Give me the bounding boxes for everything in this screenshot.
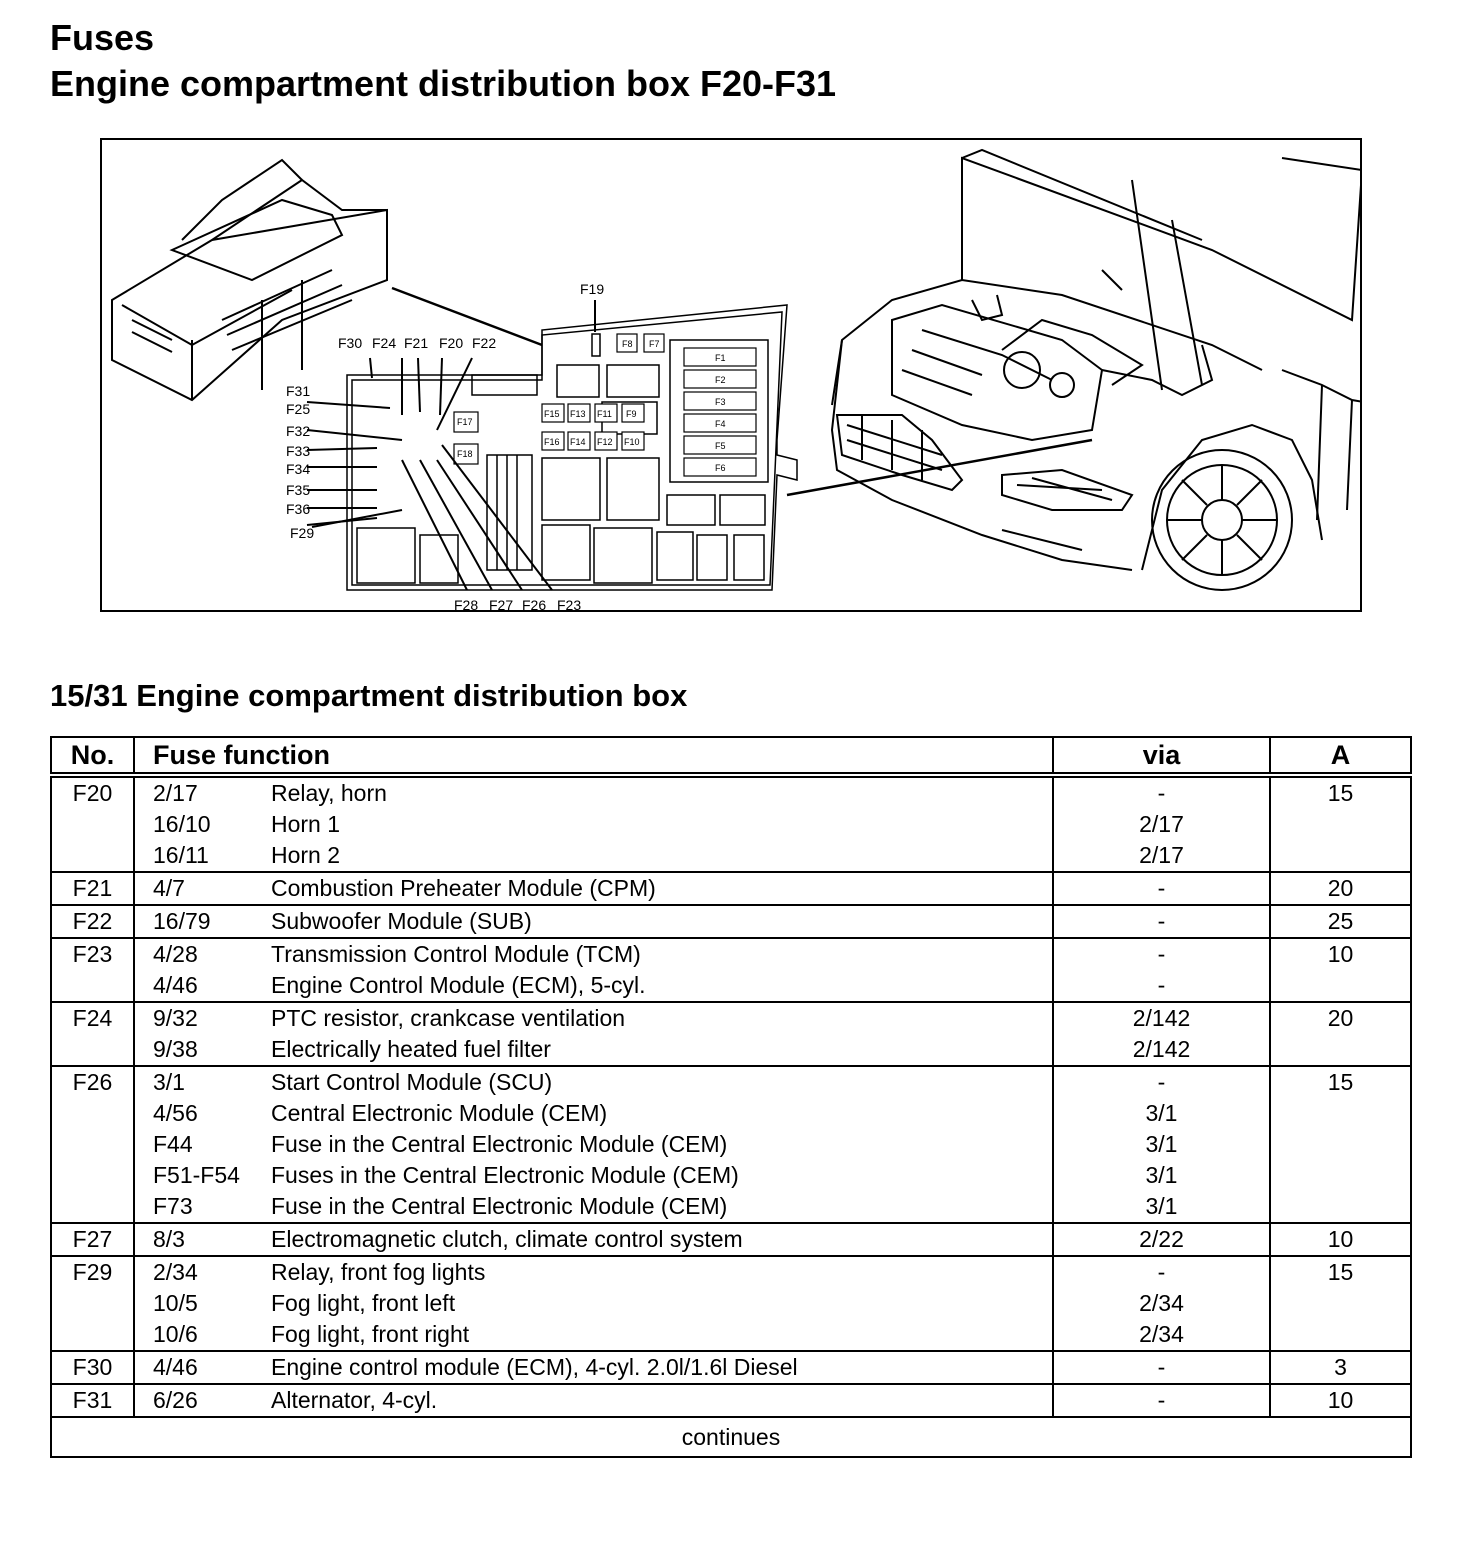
function-line xyxy=(153,1034,1052,1065)
via-value: 2/34 xyxy=(1139,1321,1184,1347)
fuse-number xyxy=(51,775,134,872)
fuse-box-diagram xyxy=(100,138,1362,612)
component-description: Horn 1 xyxy=(271,811,341,837)
component-code: F51-F54 xyxy=(153,1162,240,1188)
fuse-number xyxy=(51,1384,134,1417)
fuse-via xyxy=(1053,1256,1270,1351)
fuse-amperage xyxy=(1270,938,1411,1002)
amperage-text: 20 xyxy=(1327,875,1354,901)
via-value: - xyxy=(1157,1259,1166,1285)
amperage-text: 15 xyxy=(1327,1069,1354,1095)
callout-label: F22 xyxy=(472,335,497,351)
via-value: - xyxy=(1157,908,1166,934)
callout-label: F36 xyxy=(286,501,311,517)
callout-label: F19 xyxy=(580,281,605,297)
via-value: 2/142 xyxy=(1132,1036,1191,1062)
fuse-function xyxy=(134,1002,1053,1066)
function-line xyxy=(153,1319,1052,1350)
page-title: Fuses xyxy=(50,17,155,58)
component-description: Combustion Preheater Module (CPM) xyxy=(271,875,656,901)
via-value: 3/1 xyxy=(1145,1193,1178,1219)
amperage-text: 10 xyxy=(1327,941,1354,967)
fuse-label: F6 xyxy=(715,463,726,473)
component-description: Central Electronic Module (CEM) xyxy=(271,1100,608,1126)
fuse-function xyxy=(134,872,1053,905)
via-value: 2/34 xyxy=(1139,1290,1184,1316)
section-title: 15/31 Engine compartment distribution box xyxy=(50,678,688,713)
fuse-label: F4 xyxy=(715,419,726,429)
component-code: 4/46 xyxy=(153,1354,198,1380)
fuse-function xyxy=(134,905,1053,938)
fuse-via xyxy=(1053,1384,1270,1417)
table-row xyxy=(51,1351,1411,1384)
component-description: Relay, front fog lights xyxy=(271,1259,486,1285)
fuse-amperage xyxy=(1270,775,1411,872)
via-value: 3/1 xyxy=(1145,1162,1178,1188)
fuse-amperage xyxy=(1270,1066,1411,1223)
function-line xyxy=(153,1003,1052,1034)
callout-label: F30 xyxy=(338,335,363,351)
function-line xyxy=(153,970,1052,1001)
component-description: Engine control module (ECM), 4-cyl. 2.0l/1.6l Diesel xyxy=(271,1354,798,1380)
component-description: Fuse in the Central Electronic Module (CEM) xyxy=(271,1131,728,1157)
fuse-number xyxy=(51,872,134,905)
callout-label: F21 xyxy=(404,335,429,351)
component-description: PTC resistor, crankcase ventilation xyxy=(271,1005,626,1031)
amperage-text: 10 xyxy=(1327,1226,1354,1252)
table-footer-row xyxy=(51,1417,1411,1457)
component-description: Start Control Module (SCU) xyxy=(271,1069,553,1095)
fuse-function xyxy=(134,1351,1053,1384)
callout-label: F24 xyxy=(372,335,397,351)
fuse-number-text: F30 xyxy=(72,1354,113,1380)
fuse-amperage xyxy=(1270,1002,1411,1066)
amperage-text: 10 xyxy=(1327,1387,1354,1413)
component-description: Alternator, 4-cyl. xyxy=(271,1387,438,1413)
component-code: F44 xyxy=(153,1131,193,1157)
fuse-number-text: F27 xyxy=(72,1226,113,1252)
header-amp: A xyxy=(1270,737,1411,775)
component-description: Electrically heated fuel filter xyxy=(271,1036,551,1062)
via-value: 2/17 xyxy=(1139,811,1184,837)
fuse-function xyxy=(134,775,1053,872)
fuse-function xyxy=(134,1066,1053,1223)
fuse-label: F2 xyxy=(715,375,726,385)
fuse-label: F14 xyxy=(570,437,586,447)
fuse-label: F17 xyxy=(457,417,473,427)
function-line xyxy=(153,778,1052,809)
via-value: 2/22 xyxy=(1139,1226,1184,1252)
page-subtitle: Engine compartment distribution box F20-F31 xyxy=(50,63,837,104)
fuse-via xyxy=(1053,938,1270,1002)
header-via: via xyxy=(1053,737,1270,775)
table-body xyxy=(51,775,1411,1417)
component-description: Fog light, front left xyxy=(271,1290,456,1316)
component-code: 2/17 xyxy=(153,780,198,806)
table-row xyxy=(51,872,1411,905)
function-line xyxy=(153,840,1052,871)
component-code: 4/56 xyxy=(153,1100,198,1126)
table-row xyxy=(51,938,1411,1002)
fuse-amperage xyxy=(1270,872,1411,905)
fuse-table xyxy=(50,736,1412,1458)
fuse-function xyxy=(134,1256,1053,1351)
component-code: 10/6 xyxy=(153,1321,198,1347)
fuse-number-text: F20 xyxy=(72,780,113,806)
header-function: Fuse function xyxy=(134,737,1053,775)
fuse-amperage xyxy=(1270,1384,1411,1417)
component-description: Subwoofer Module (SUB) xyxy=(271,908,532,934)
function-line xyxy=(153,1257,1052,1288)
fuse-label: F12 xyxy=(597,437,613,447)
callout-label: F25 xyxy=(286,401,311,417)
fuse-via xyxy=(1053,872,1270,905)
component-code: 16/10 xyxy=(153,811,211,837)
fuse-function xyxy=(134,1384,1053,1417)
component-description: Fuses in the Central Electronic Module (CEM) xyxy=(271,1162,739,1188)
amperage-text: 15 xyxy=(1327,1259,1354,1285)
function-line xyxy=(153,906,1052,937)
table-row xyxy=(51,1384,1411,1417)
via-value: 2/142 xyxy=(1132,1005,1191,1031)
amperage-text: 20 xyxy=(1327,1005,1354,1031)
fuse-label: F15 xyxy=(544,409,560,419)
component-code: 4/28 xyxy=(153,941,198,967)
function-line xyxy=(153,1352,1052,1383)
function-line xyxy=(153,1129,1052,1160)
fuse-label: F9 xyxy=(626,409,637,419)
component-code: 4/7 xyxy=(153,875,185,901)
component-description: Horn 2 xyxy=(271,842,341,868)
via-value: - xyxy=(1157,941,1166,967)
fuse-number-text: F29 xyxy=(72,1259,113,1285)
callout-label: F33 xyxy=(286,443,311,459)
callout-label: F35 xyxy=(286,482,311,498)
diagram-svg xyxy=(102,140,1362,612)
via-value: - xyxy=(1157,875,1166,901)
via-value: 3/1 xyxy=(1145,1131,1178,1157)
fuse-number xyxy=(51,938,134,1002)
fuse-number xyxy=(51,1066,134,1223)
fuse-label: F16 xyxy=(544,437,560,447)
fuse-number xyxy=(51,1223,134,1256)
via-value: 3/1 xyxy=(1145,1100,1178,1126)
component-code: 9/38 xyxy=(153,1036,198,1062)
fuse-amperage xyxy=(1270,1223,1411,1256)
car-drawing xyxy=(832,150,1362,590)
fuse-via xyxy=(1053,1223,1270,1256)
fuse-label: F13 xyxy=(570,409,586,419)
fuse-amperage xyxy=(1270,1351,1411,1384)
fuse-amperage xyxy=(1270,905,1411,938)
fuse-number-text: F21 xyxy=(72,875,113,901)
function-line xyxy=(153,1385,1052,1416)
function-line xyxy=(153,873,1052,904)
function-line xyxy=(153,1288,1052,1319)
component-description: Transmission Control Module (TCM) xyxy=(271,941,641,967)
fuse-amperage xyxy=(1270,1256,1411,1351)
fuse-function xyxy=(134,1223,1053,1256)
component-code: 8/3 xyxy=(153,1226,185,1252)
callout-label: F31 xyxy=(286,383,311,399)
fuse-number-text: F31 xyxy=(72,1387,113,1413)
component-code: 4/46 xyxy=(153,972,198,998)
component-code: 3/1 xyxy=(153,1069,185,1095)
component-code: 6/26 xyxy=(153,1387,198,1413)
table-header-row xyxy=(51,737,1411,775)
via-value: 2/17 xyxy=(1139,842,1184,868)
component-code: F73 xyxy=(153,1193,193,1219)
amperage-text: 15 xyxy=(1327,780,1354,806)
callout-label: F20 xyxy=(439,335,464,351)
function-line xyxy=(153,939,1052,970)
amperage-text: 3 xyxy=(1334,1354,1347,1380)
fuse-function xyxy=(134,938,1053,1002)
fuse-number xyxy=(51,1351,134,1384)
callout-label: F28 xyxy=(454,597,479,613)
callout-label: F29 xyxy=(290,525,315,541)
via-value: - xyxy=(1157,1387,1166,1413)
continues-note: continues xyxy=(51,1417,1411,1457)
function-line xyxy=(153,1067,1052,1098)
fuse-via xyxy=(1053,905,1270,938)
component-code: 2/34 xyxy=(153,1259,198,1285)
component-description: Fog light, front right xyxy=(271,1321,470,1347)
table-row xyxy=(51,1256,1411,1351)
component-code: 9/32 xyxy=(153,1005,198,1031)
fuse-number xyxy=(51,1002,134,1066)
fuse-box-3d-view xyxy=(112,160,387,400)
component-description: Engine Control Module (ECM), 5-cyl. xyxy=(271,972,646,998)
fuse-number-text: F26 xyxy=(72,1069,113,1095)
fuse-number xyxy=(51,1256,134,1351)
component-description: Electromagnetic clutch, climate control system xyxy=(271,1226,743,1252)
fuse-via xyxy=(1053,775,1270,872)
fuse-label: F11 xyxy=(597,409,612,419)
via-value: - xyxy=(1157,780,1166,806)
fuse-label: F1 xyxy=(715,353,726,363)
component-description: Fuse in the Central Electronic Module (CEM) xyxy=(271,1193,728,1219)
fuse-via xyxy=(1053,1002,1270,1066)
table-row xyxy=(51,775,1411,872)
function-line xyxy=(153,1191,1052,1222)
table-row xyxy=(51,1002,1411,1066)
component-description: Relay, horn xyxy=(271,780,387,806)
function-line xyxy=(153,1160,1052,1191)
via-value: - xyxy=(1157,1354,1166,1380)
function-line xyxy=(153,1098,1052,1129)
table-row xyxy=(51,1066,1411,1223)
fuse-label: F3 xyxy=(715,397,726,407)
table-row xyxy=(51,1223,1411,1256)
callout-label: F32 xyxy=(286,423,311,439)
table-row xyxy=(51,905,1411,938)
fuse-via xyxy=(1053,1351,1270,1384)
callout-label: F27 xyxy=(489,597,514,613)
callout-label: F34 xyxy=(286,461,311,477)
fuse-label: F8 xyxy=(622,339,633,349)
component-code: 16/79 xyxy=(153,908,211,934)
fuse-label: F10 xyxy=(624,437,640,447)
component-code: 16/11 xyxy=(153,842,209,868)
callout-label: F23 xyxy=(557,597,582,613)
fuse-number xyxy=(51,905,134,938)
fuse-number-text: F24 xyxy=(72,1005,113,1031)
callout-label: F26 xyxy=(522,597,547,613)
fuse-number-text: F22 xyxy=(72,908,113,934)
header-no: No. xyxy=(51,737,134,775)
fuse-label: F5 xyxy=(715,441,726,451)
fuse-label: F18 xyxy=(457,449,473,459)
via-value: - xyxy=(1157,1069,1166,1095)
fuse-via xyxy=(1053,1066,1270,1223)
amperage-text: 25 xyxy=(1327,908,1354,934)
fuse-number-text: F23 xyxy=(72,941,113,967)
fuse-label: F7 xyxy=(649,339,660,349)
component-code: 10/5 xyxy=(153,1290,198,1316)
function-line xyxy=(153,1224,1052,1255)
via-value: - xyxy=(1157,972,1166,998)
function-line xyxy=(153,809,1052,840)
